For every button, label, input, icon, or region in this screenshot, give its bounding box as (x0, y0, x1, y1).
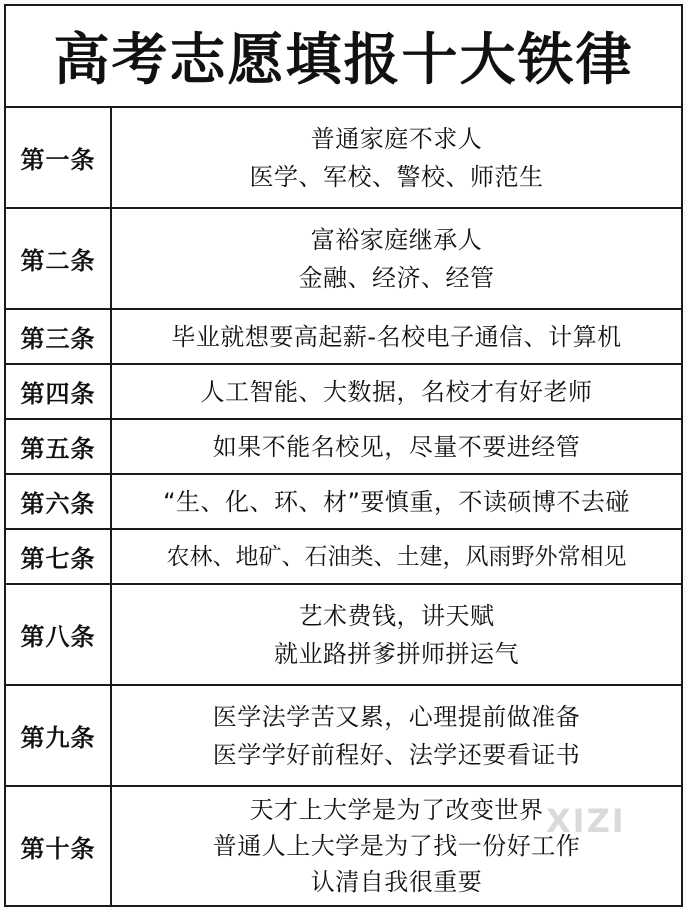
table-row (5, 419, 682, 474)
rule-text (111, 208, 682, 309)
rule-text (111, 309, 682, 364)
rule-label: 第二条 (5, 208, 111, 309)
rules-table (4, 106, 683, 907)
rule-line: 富裕家庭继承人 (310, 225, 483, 254)
rule-line: 认清自我很重要 (310, 868, 483, 896)
rule-line: 天才上大学是为了改变世界 (249, 796, 544, 824)
rule-text (111, 584, 682, 685)
rule-label: 第四条 (5, 364, 111, 419)
rule-line: 医学、军校、警校、师范生 (249, 162, 544, 191)
rule-line: 毕业就想要高起薪-名校电子通信、计算机 (171, 322, 622, 351)
rule-line: 普通家庭不求人 (310, 124, 483, 153)
rule-line: 农林、地矿、石油类、土建，风雨野外常相见 (166, 543, 627, 570)
table-row (5, 364, 682, 419)
table-row (5, 107, 682, 208)
rule-line: “生、化、环、材”要慎重，不读硕博不去碰 (163, 487, 630, 516)
page-title: 高考志愿填报十大铁律 (4, 4, 683, 108)
table-row (5, 208, 682, 309)
rule-label: 第七条 (5, 529, 111, 584)
rule-label: 第十条 (5, 786, 111, 906)
rule-label: 第一条 (5, 107, 111, 208)
rule-line: 金融、经济、经管 (298, 263, 495, 292)
rule-label: 第九条 (5, 685, 111, 786)
rule-text (111, 474, 682, 529)
table-row (5, 309, 682, 364)
rule-label: 第三条 (5, 309, 111, 364)
rule-text (111, 107, 682, 208)
table-row (5, 529, 682, 584)
watermark: XIZI (546, 802, 626, 840)
rule-text (111, 685, 682, 786)
rule-line: 医学学好前程好、法学还要看证书 (212, 740, 581, 769)
table-row (5, 584, 682, 685)
rule-text (111, 529, 682, 584)
rule-label: 第五条 (5, 419, 111, 474)
rule-line: 就业路拼爹拼师拼运气 (274, 639, 519, 668)
rule-line: 艺术费钱，讲天赋 (298, 601, 495, 630)
rule-label: 第八条 (5, 584, 111, 685)
table-row (5, 685, 682, 786)
rule-line: 如果不能名校见，尽量不要进经管 (212, 432, 581, 461)
rule-line: 医学法学苦又累，心理提前做准备 (212, 702, 581, 731)
rule-text (111, 419, 682, 474)
rule-line: 人工智能、大数据，名校才有好老师 (200, 377, 593, 406)
rule-text (111, 364, 682, 419)
rule-label: 第六条 (5, 474, 111, 529)
table-row (5, 474, 682, 529)
rule-line: 普通人上大学是为了找一份好工作 (212, 832, 581, 860)
